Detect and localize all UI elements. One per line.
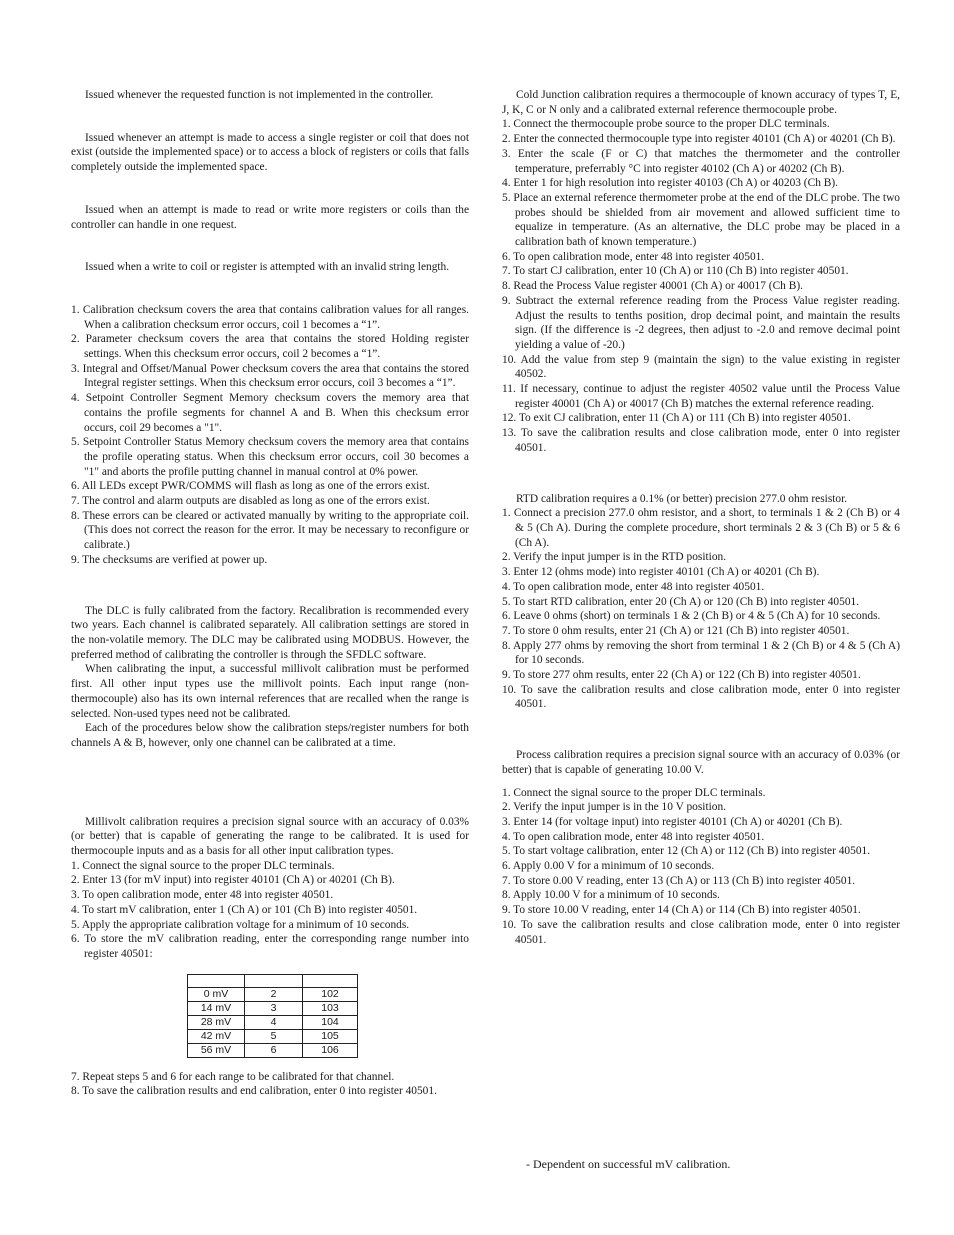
rtd-intro: RTD calibration requires a 0.1% (or better) precision 277.0 ohm resistor. — [516, 492, 848, 505]
list-item: 2. Verify the input jumper is in the 10 V position. — [502, 801, 727, 814]
list-item: 6. All LEDs except PWR/COMMS will flash as long as one of the errors exist. — [71, 480, 430, 493]
table-cell: 104 — [303, 1015, 358, 1029]
list-item: 5. To start voltage calibration, enter 12 (Ch A) or 112 (Ch B) into register 40501. — [502, 845, 871, 858]
table-cell: 14 mV — [188, 1001, 245, 1015]
list-item: 2. Verify the input jumper is in the RTD position. — [502, 551, 727, 564]
checksum-list — [71, 303, 469, 568]
list-item: 7. To store 0.00 V reading, enter 13 (Ch A) or 113 (Ch B) into register 40501. — [502, 874, 856, 887]
list-item: 2. Enter the connected thermocouple type into register 40101 (Ch A) or 40201 (Ch B). — [502, 133, 896, 146]
list-item: 1. Connect the signal source to the proper DLC terminals. — [502, 786, 766, 799]
list-item: 3. Enter 12 (ohms mode) into register 40101 (Ch A) or 40201 (Ch B). — [502, 566, 820, 579]
left-column — [71, 88, 469, 1099]
list-item: 5. Apply the appropriate calibration voltage for a minimum of 10 seconds. — [71, 918, 410, 931]
millivolt-steps-after — [71, 1070, 469, 1099]
list-item: 7. To start CJ calibration, enter 10 (Ch A) or 110 (Ch B) into register 40501. — [502, 265, 849, 278]
list-item: 7. Repeat steps 5 and 6 for each range to be calibrated for that channel. — [71, 1070, 395, 1083]
list-item: 4. Setpoint Controller Segment Memory checksum covers the memory area that contains the profile segments for channel A and B. When this checksum error occurs, coil 29 becomes a "1". — [71, 392, 469, 434]
table-row — [188, 987, 358, 1001]
list-item: 9. To store 277 ohm results, enter 22 (Ch A) or 122 (Ch B) into register 40501. — [502, 669, 861, 682]
table-cell: 5 — [245, 1029, 303, 1043]
list-item: 4. To open calibration mode, enter 48 into register 40501. — [502, 830, 765, 843]
table-cell: 106 — [303, 1043, 358, 1057]
table-cell: 2 — [245, 987, 303, 1001]
list-item: 3. Enter 14 (for voltage input) into register 40101 (Ch A) or 40201 (Ch B). — [502, 815, 843, 828]
calibration-paragraph: When calibrating the input, a successful millivolt calibration must be performed first. All other input types use the millivolt points. Each input range (non-thermocouple) also has its own internal references that are recalled when the range is selected. Non-used types need not be calibrated. — [71, 663, 469, 720]
table-cell: 3 — [245, 1001, 303, 1015]
list-item: 3. To open calibration mode, enter 48 into register 40501. — [71, 889, 334, 902]
exception-illegal-address: Issued whenever an attempt is made to access a single register or coil that does not exist (outside the implemented space) or to access a block of registers or coils that falls completely outside the implemented space. — [71, 131, 469, 174]
list-item: 10. To save the calibration results and close calibration mode, enter 0 into register 40501. — [502, 918, 900, 946]
list-item: 9. Subtract the external reference reading from the Process Value register reading. Adjust the results to tenths position, drop decimal point, and maintain the results sign. (If the difference is -2 degrees, then adjust to -2.0 and remove decimal point yielding a value of -20.) — [502, 294, 900, 351]
list-item: 5. To start RTD calibration, enter 20 (Ch A) or 120 (Ch B) into register 40501. — [502, 595, 860, 608]
list-item: 1. Connect the signal source to the proper DLC terminals. — [71, 859, 335, 872]
table-cell: 4 — [245, 1015, 303, 1029]
table-cell: 103 — [303, 1001, 358, 1015]
list-item: 8. Apply 10.00 V for a minimum of 10 seconds. — [502, 889, 720, 902]
list-item: 9. The checksums are verified at power up. — [71, 553, 268, 566]
calibration-paragraph: Each of the procedures below show the calibration steps/register numbers for both channels A & B, however, only one channel can be calibrated at a time. — [71, 722, 469, 749]
list-item: 8. To save the calibration results and end calibration, enter 0 into register 40501. — [71, 1085, 437, 1098]
list-item: 8. These errors can be cleared or activated manually by writing to the appropriate coil. (This does not correct the reason for the error. It may be necessary to reconfigure or calibrate.) — [71, 509, 469, 552]
cold-junction-intro: Cold Junction calibration requires a thermocouple of known accuracy of types T, E, J, K, C or N only and a calibrated external reference thermocouple probe. — [502, 89, 900, 116]
list-item: 11. If necessary, continue to adjust the register 40502 value until the Process Value register 40001 (Ch A) or 40017 (Ch B) matches the external reference reading. — [502, 383, 900, 410]
list-item: 9. To store 10.00 V reading, enter 14 (Ch A) or 114 (Ch B) into register 40501. — [502, 904, 861, 917]
right-column — [502, 88, 900, 947]
millivolt-steps — [71, 859, 469, 962]
table-cell: 6 — [245, 1043, 303, 1057]
process-intro: Process calibration requires a precision signal source with an accuracy of 0.03% (or better) that is capable of generating 10.00 V. — [502, 749, 900, 776]
exception-illegal-data-value: Issued when an attempt is made to read or write more registers or coils than the controller can handle in one request. — [71, 203, 469, 231]
process-steps — [502, 786, 900, 948]
table-header-cell — [188, 974, 245, 987]
list-item: 6. To store the mV calibration reading, enter the corresponding range number into register 40501: — [71, 933, 469, 960]
calibration-paragraph: The DLC is fully calibrated from the factory. Recalibration is recommended every two years. Each channel is calibrated separately. All calibration settings are stored in the non-volatile memory. The DLC may be calibrated using MODBUS. However, the preferred method of calibrating the controller is through the SFDLC software. — [71, 604, 469, 661]
table-header-row — [188, 974, 358, 987]
list-item: 2. Enter 13 (for mV input) into register 40101 (Ch A) or 40201 (Ch B). — [71, 874, 395, 887]
table-row — [188, 1029, 358, 1043]
table-cell: 42 mV — [188, 1029, 245, 1043]
cold-junction-steps — [502, 117, 900, 455]
table-row — [188, 1015, 358, 1029]
exception-invalid-string-length: Issued when a write to coil or register is attempted with an invalid string length. — [85, 261, 450, 274]
table-header-cell — [245, 974, 303, 987]
table-cell: 56 mV — [188, 1043, 245, 1057]
list-item: 4. Enter 1 for high resolution into register 40103 (Ch A) or 40203 (Ch B). — [502, 177, 838, 190]
list-item: 4. To start mV calibration, enter 1 (Ch A) or 101 (Ch B) into register 40501. — [71, 903, 418, 916]
footnote: - Dependent on successful mV calibration. — [526, 1157, 731, 1171]
list-item: 5. Place an external reference thermometer probe at the end of the DLC probe. The two probes should be shielded from air movement and allowed sufficient time to equalize in temperature. (As an alternative, the DLC probe may be placed in a calibration bath of known temperature.) — [502, 191, 900, 249]
list-item: 5. Setpoint Controller Status Memory checksum covers the memory area that contains the profile operating status. When this checksum error occurs, coil 30 becomes a "1" and aborts the profile putting channel in manual control at 0% power. — [71, 436, 469, 478]
list-item: 6. Leave 0 ohms (short) on terminals 1 & 2 (Ch B) or 4 & 5 (Ch A) for 10 seconds. — [502, 610, 881, 623]
table-header-cell — [303, 974, 358, 987]
list-item: 1. Connect a precision 277.0 ohm resistor, and a short, to terminals 1 & 2 (Ch B) or 4 & 5 (Ch A). During the complete procedure, short terminals 2 & 3 (Ch B) or 5 & 6 (Ch A). — [502, 507, 900, 549]
table-cell: 105 — [303, 1029, 358, 1043]
list-item: 4. To open calibration mode, enter 48 into register 40501. — [502, 580, 765, 593]
table-cell: 0 mV — [188, 987, 245, 1001]
millivolt-intro: Millivolt calibration requires a precision signal source with an accuracy of 0.03% (or better) that is capable of generating the range to be calibrated. It is used for thermocouple inputs and as a basis for all other input calibration types. — [71, 815, 469, 858]
list-item: 8. Read the Process Value register 40001 (Ch A) or 40017 (Ch B). — [502, 280, 803, 293]
list-item: 2. Parameter checksum covers the area that contains the stored Holding register settings. When this checksum error occurs, coil 2 becomes a “1”. — [71, 333, 469, 361]
list-item: 1. Connect the thermocouple probe source to the proper DLC terminals. — [502, 118, 830, 131]
list-item: 13. To save the calibration results and close calibration mode, enter 0 into register 40501. — [502, 427, 900, 454]
table-cell: 102 — [303, 987, 358, 1001]
mv-range-table — [187, 974, 358, 1058]
list-item: 6. To open calibration mode, enter 48 into register 40501. — [502, 250, 765, 263]
list-item: 3. Enter the scale (F or C) that matches the thermometer and the controller temperature, preferrably °C into register 40102 (Ch A) or 40202 (Ch B). — [502, 147, 900, 175]
list-item: 6. Apply 0.00 V for a minimum of 10 seconds. — [502, 860, 715, 873]
list-item: 3. Integral and Offset/Manual Power checksum covers the area that contains the stored Integral register settings. When this checksum error occurs, coil 3 becomes a “1”. — [71, 362, 469, 390]
list-item: 7. To store 0 ohm results, enter 21 (Ch A) or 121 (Ch B) into register 40501. — [502, 624, 850, 637]
list-item: 8. Apply 277 ohms by removing the short from terminal 1 & 2 (Ch B) or 4 & 5 (Ch A) for 10 seconds. — [502, 639, 900, 667]
table-row — [188, 1001, 358, 1015]
list-item: 10. Add the value from step 9 (maintain the sign) to the value existing in register 40502. — [502, 353, 900, 381]
list-item: 10. To save the calibration results and close calibration mode, enter 0 into register 40501. — [502, 683, 900, 711]
list-item: 7. The control and alarm outputs are disabled as long as one of the errors exist. — [71, 495, 430, 508]
rtd-steps — [502, 506, 900, 712]
table-row — [188, 1043, 358, 1057]
list-item: 12. To exit CJ calibration, enter 11 (Ch A) or 111 (Ch B) into register 40501. — [502, 412, 851, 425]
table-cell: 28 mV — [188, 1015, 245, 1029]
list-item: 1. Calibration checksum covers the area that contains calibration values for all ranges. When a calibration checksum error occurs, coil 1 becomes a “1”. — [71, 303, 469, 331]
exception-illegal-function: Issued whenever the requested function is not implemented in the controller. — [85, 89, 434, 101]
